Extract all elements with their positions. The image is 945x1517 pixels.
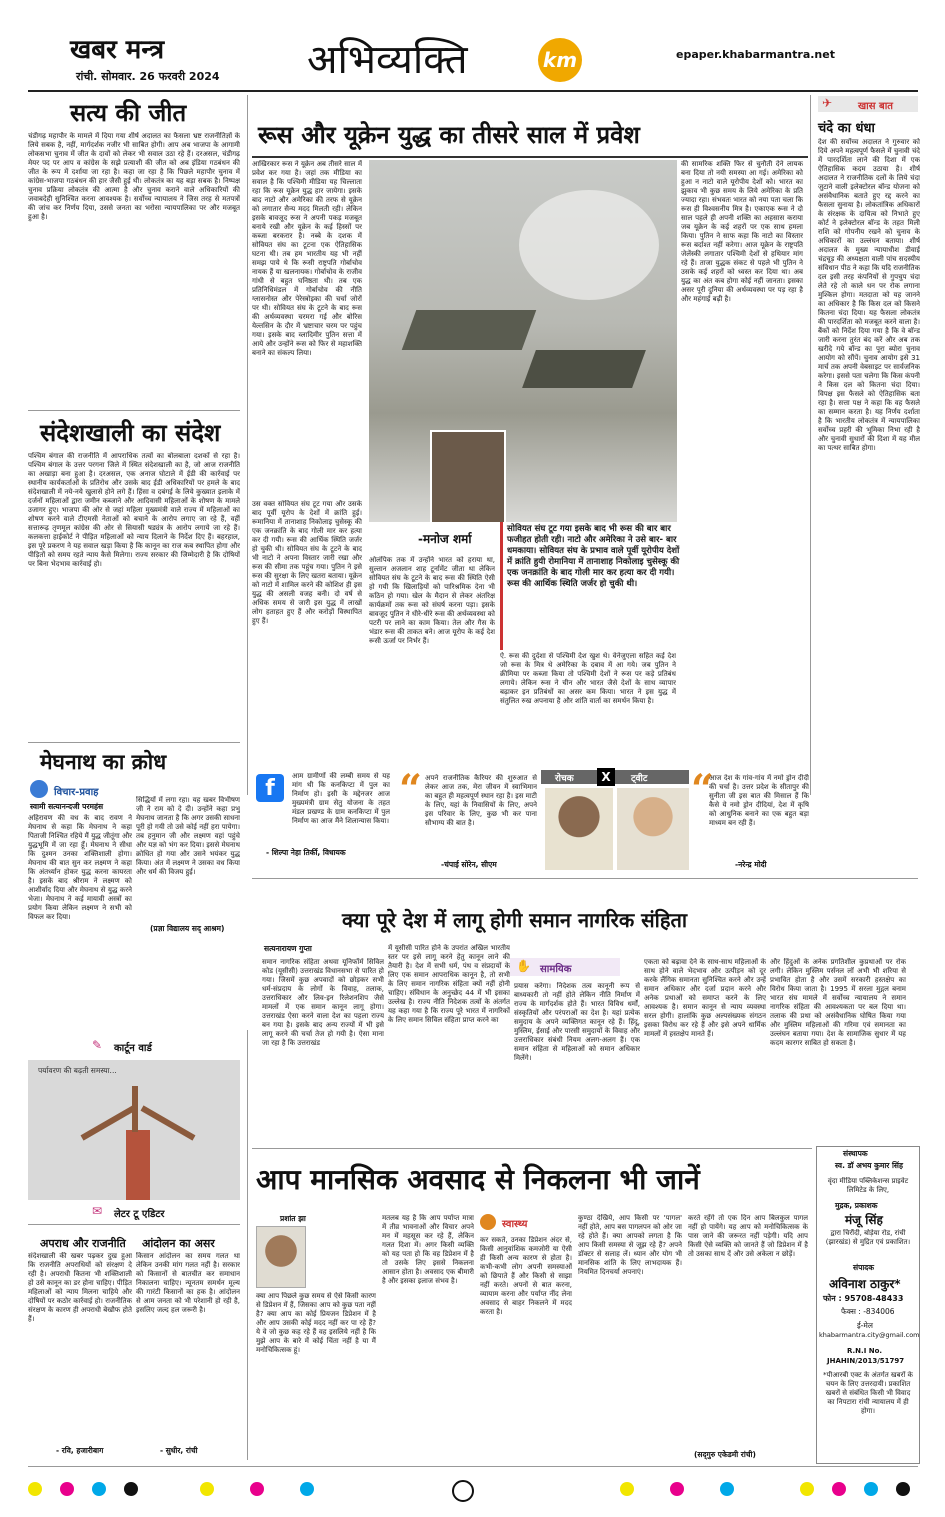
tweet-tag xyxy=(615,770,689,784)
samayik-tag xyxy=(510,958,620,976)
quote-mark-right: “ xyxy=(691,766,715,813)
registration-target xyxy=(452,1480,474,1502)
khas-baat-tag xyxy=(818,96,918,112)
quote-mark-left: “ xyxy=(399,766,423,813)
editorial1-body: चंडीगढ़ महापौर के मामले में दिया गया शीर्ष अदालत का फैसला भ्रष्ट राजनीतिज्ञों के लिये सबक है, नहीं, मार्गदर्शक नजीर भी साबित होगी। आप अब भाजपा के आगामी लोकसभा चुनाव में जीत के दावों को लेकर भी सवाल उठा रहे हैं। दरअसल, चंडीगढ़ मेयर पद पर आप व कांग्रेस के सझे प्रत्याशी की जीत को अब इंडिया गठबंधन की जीत के रूप में दर्शाया जा रहा है। कहा जा रहा है कि पिछले महापौर चुनाव में कांग्रेस-भाजपा गठबंधन की हार जैसी हुई थी। लोकतंत्र का यह बड़ा सबक है। निष्पक्ष चुनाव प्रक्रिया लोकतंत्र की आत्मा है और चुनाव कराने वाले अधिकारियों की जवाबदेही सुनिश्चित करना आवश्यक है। सर्वोच्च न्यायालय ने जिस तरह से मतपत्रों की जांच कर निर्णय दिया, उससे जनता का भरोसा न्यायपालिका पर और मजबूत हुआ है। xyxy=(28,132,240,221)
globe-icon xyxy=(30,780,48,798)
imprint-editor: अविनाश ठाकुर* xyxy=(829,1277,901,1291)
pullquote-box xyxy=(500,522,691,650)
ucc-author: सत्यनारायण गुप्ता xyxy=(264,944,312,953)
letters-tag xyxy=(92,1204,232,1222)
health-icon xyxy=(480,1214,496,1230)
lead-col3: ओलंपिक तक में उन्होंने भारत को हराया था, सुल्तान अजलान शाह टूर्नामेंट जीता था लेकिन सोवियत संघ के टूटने के बाद रूस की स्थिति ऐसी हो गयी कि खिलाड़ियों को पारिश्रमिक देना भी कठिन हो गया। खेल के मैदान से लेकर अंतरिक्ष कार्यक्रमों तक रूस को संघर्ष करना पड़ा। इसके बावजूद पुतिन ने धीरे-धीरे रूस की अर्थव्यवस्था को पटरी पर लाने का काम किया। तेल और गैस के भंडार रूस की ताकत बने। आज यूरोप के कई देश रूसी ऊर्जा पर निर्भर हैं। xyxy=(369,556,495,645)
imprint-email-label: ई-मेल xyxy=(857,1321,873,1330)
cartoon-icon: ✎ xyxy=(92,1038,103,1052)
lead-col4: ऐ. रूस की दुर्दशा से पश्चिमी देश खुश थे। वेनेजुएला सहित कई देश जो रूस के मित्र थे अमेरिका के दबाव में आ गये। जब पुतिन ने क्रीमिया पर कब्जा किया तो पश्चिमी देशों ने रूस पर कड़े प्रतिबंध लगाये। लेकिन रूस ने चीन और भारत जैसे देशों के साथ व्यापार बढ़ाकर इन प्रतिबंधों का असर कम किया। भारत ने इस युद्ध में संतुलित रुख अपनाया है और शांति वार्ता का समर्थन किया है। xyxy=(500,652,676,705)
reg-dot-cyan-2 xyxy=(300,1482,314,1496)
reg-dot-cyan-1 xyxy=(92,1482,106,1496)
meghnath-title: मेघनाथ का क्रोध xyxy=(40,749,167,774)
quote-right-attr: -नरेन्द्र मोदी xyxy=(735,860,767,869)
letter2-title: आंदोलन का असर xyxy=(142,1237,215,1250)
imprint-founder: स्व. डॉ अभय कुमार सिंह xyxy=(835,1161,903,1170)
reg-dot-yellow-1 xyxy=(28,1482,42,1496)
rocket-launcher-2 xyxy=(522,350,646,388)
editorial1-title: सत्य की जीत xyxy=(70,98,187,127)
letter1-title: अपराध और राजनीति xyxy=(40,1237,126,1250)
letter-icon: ✉ xyxy=(92,1204,103,1218)
social-band xyxy=(395,766,810,872)
reg-dot-yellow-4 xyxy=(800,1482,814,1496)
depression-source: (सद्‌गुरु एकेडमी रांची) xyxy=(694,1450,756,1459)
imprint-publisher: मंजू सिंह xyxy=(845,1213,883,1227)
imprint-publisher-label: मुद्रक, प्रकाशक xyxy=(835,1201,878,1210)
cartoon-tree-trunk xyxy=(126,1130,150,1200)
cartoon-caption: पर्यावरण की बढ़ती समस्या... xyxy=(38,1066,117,1075)
cartoon-branch-top xyxy=(132,1086,138,1132)
depression-col2: मतलब यह है कि आप पर्याप्त मात्रा में तीव्र भावनाओं और विचार अपने मन में महसूस कर रहे हैं, लेकिन गलत दिशा में। अगर किसी व्यक्ति को यह पता हो कि वह डिप्रेशन में है तो उसके लिए इससे निकलना आसान होता है। अवसाद एक बीमारी है और इसका इलाज संभव है। xyxy=(382,1214,474,1285)
ucc-col3: प्रयास करेगा। निदेशक तत्व कानूनी रूप से बाध्यकारी तो नहीं होते लेकिन नीति निर्माण में राज्य के मार्गदर्शक होते हैं। भारत विविध धर्मों, संस्कृतियों और परंपराओं का देश है। यहां प्रत्येक समुदाय के अपने व्यक्तिगत कानून रहे हैं। हिंदू, मुस्लिम, ईसाई और पारसी समुदायों के विवाह और उत्तराधिकार संबंधी नियम अलग-अलग हैं। एक समान संहिता से महिलाओं को समान अधिकार मिलेंगे। xyxy=(514,982,640,1062)
cartoon-tag xyxy=(92,1038,212,1056)
footer-rule xyxy=(28,1466,918,1467)
brand-title: खबर मन्त्र xyxy=(70,35,165,65)
ucc-col4: एकता को बढ़ावा देने के साथ-साथ महिलाओं के साथ होने वाले भेदभाव और उत्पीड़न को दूर करके लैंगिक समानता सुनिश्चित करने और उन्हें समान अधिकार और दर्जा प्रदान करने और अनेक प्रथाओं को समाप्त करने के लिए आवश्यक है। समान कानून से न्याय व्यवस्था सरल होगी। हालांकि कुछ अल्पसंख्यक संगठन इसका विरोध कर रहे हैं और इसे अपने धार्मिक मामलों में हस्तक्षेप मानते हैं। xyxy=(644,958,766,1038)
imprint-email[interactable]: khabarmantra.city@gmail.com xyxy=(819,1331,920,1339)
letter2-attr: - सुधीर, रांची xyxy=(160,1446,198,1455)
reg-dot-magenta-3 xyxy=(670,1482,684,1496)
reg-dot-black-4 xyxy=(896,1482,910,1496)
pullquote: सोवियत संघ टूट गया इसके बाद भी रूस की बार बार फजीहत होती रही। नाटो और अमेरिका ने उसे बार- बार धमकाया। सोवियत संघ के प्रभाव वाले पूर्वी यूरोपीय देशों में क्रांति हुयी रोमानिया में तानाशाह निकोलाइ चुसेस्कू की एक जनक्रांति के बाद गोली मार कर हत्या कर दी गयी। रूस की आर्थिक स्थिति जर्जर हो चुकी थी। xyxy=(507,524,680,589)
letter1-attr: - रवि, हजारीबाग xyxy=(56,1446,104,1455)
lead-col1: आखिरकार रूस ने यूक्रेन अब तीसरे साल में प्रवेश कर गया है। जहां तक मीडिया का सवाल है कि पश्चिमी मीडिया यह चिल्लाता रहा कि रूस यूक्रेन युद्ध हार जायेगा। इसके बाद नाटो और अमेरिका की तरफ से यूक्रेन को लगातार सैन्य मदद मिलती रही। लेकिन इसके बावजूद रूस ने अपनी पकड़ मजबूत बनाये रखी और यूक्रेन के कई हिस्सों पर कब्जा बरकरार है। नब्बे के दशक में सोवियत संघ का टूटना एक ऐतिहासिक घटना थी। तब हम भारतीय यह भी नहीं समझ पाये थे कि रूसी राष्ट्रपति गोर्बाचोव नायक हैं या खलनायक। गोर्बाचोव के राजीव गांधी से बहुत घनिष्ठता थी। तब एक प्रतिनिधिमंडल में गोर्बाचोव की नीति ग्लासनोस्त और पेरेस्त्रोइका की चर्चा जोरों पर थी। सोवियत संघ के टूटने के बाद रूस की अर्थव्यवस्था चरमरा गई और बोरिस येल्तसिन के दौर में भ्रष्टाचार चरम पर पहुंच गया। इसके बाद व्लादिमीर पुतिन सत्ता में आये और उन्होंने रूस को फिर से महाशक्ति बनाने का संकल्प लिया। xyxy=(252,160,362,357)
depression-col4: कुण्ठा देखिये, आप किसी पर 'पागल' नहीं होते, आप बस पागलपन को ओर जा रहे होते हैं। क्या आपको लगता है कि आप किसी समस्या से जूझ रहे हैं? अपने डॉक्टर से सलाह लें। ध्यान और योग भी मानसिक शांति के लिए लाभदायक हैं। नियमित दिनचर्या अपनाएं। xyxy=(578,1214,682,1276)
tweet-label: ट्वीट xyxy=(631,774,648,784)
rocket-launcher xyxy=(402,310,537,350)
reg-dot-black-1 xyxy=(124,1482,138,1496)
lead-col2: उस वक्त सोवियत संघ टूट गया और उसके बाद पूर्वी यूरोप के देशों में क्रांति हुई। रूमानिया में तानाशाह निकोलाइ चुसेस्कू की एक जनक्रांति के बाद गोली मार कर हत्या कर दी गयी। रूस की आर्थिक स्थिति जर्जर हो चुकी थी। सोवियत संघ के टूटने के बाद भी नाटो ने अपना विस्तार जारी रखा और रूस की सीमा तक पहुंच गया। पुतिन ने इसे रूस की सुरक्षा के लिए खतरा बताया। यूक्रेन को नाटो में शामिल करने की कोशिश ही इस युद्ध की असली वजह बनी। दो वर्ष से अधिक समय से जारी इस युद्ध में लाखों लोग हताहत हुए हैं और करोड़ों विस्थापित हुए हैं। xyxy=(252,500,362,625)
reg-dot-cyan-4 xyxy=(864,1482,878,1496)
author-photo xyxy=(430,430,506,524)
vichar-tag xyxy=(30,782,130,798)
ucc-col2: में यूसीसी पारित होने के उपरांत अखिल भारतीय स्तर पर इसे लागू करने हेतु कानून लाने की तैयारी है। देश में सभी धर्म, पंथ व संप्रदायों के लिए एक समान आपराधिक कानून है, तो सभी के लिए समान नागरिक संहिता क्यों नहीं होनी चाहिए। संविधान के अनुच्छेद 44 में भी इसका उल्लेख है। राज्य नीति निदेशक तत्वों के अंतर्गत यह कहा गया है कि राज्य पूरे भारत में नागरिकों के लिए समान सिविल संहिता प्राप्त करने का xyxy=(388,944,510,1024)
imprint-editor-label: संपादक xyxy=(853,1263,875,1272)
x-icon: X xyxy=(597,768,615,786)
depression-author: प्रशांत झा xyxy=(280,1214,306,1223)
samayik-label: सामयिक xyxy=(540,964,572,975)
rochak-label: रोचक xyxy=(555,774,574,784)
imprint-phone: फोन : 95708-48433 xyxy=(823,1294,904,1303)
facebook-text: आम ग्रामीणों की लम्बी समय से यह मांग थी कि कनकिप्टा में पुल का निर्माण हो। इसी के मद्देनजर आज मुख्यमंत्री ग्राम सेतु योजना के तहत मंडल प्रखण्ड के ग्राम कनकिप्टा में पुल निर्माण का आज मैंने शिलान्यास किया। xyxy=(292,772,390,825)
cm-photo xyxy=(545,788,613,870)
site-url[interactable]: epaper.khabarmantra.net xyxy=(676,48,835,61)
imprint-founder-label: संस्थापक xyxy=(843,1149,868,1158)
quote-right: आज देश के गांव-गांव में नमो ड्रोन दीदी की चर्चा है। उत्तर प्रदेश के सीतापुर की सुनीता जी इस बात की मिसाल हैं कि कैसे ये नमो ड्रोन दीदियां, देश में कृषि को आधुनिक बनाने का एक बहुत बड़ा माध्यम बन रही हैं। xyxy=(709,774,809,827)
depression-col5: करते रहेंगे तो एक दिन आप बिलकुल पागल नहीं हो पायेंगे। यह आप को मनोचिकित्सक के पास जाने की जरूरत नहीं पड़ेगी। यदि आप किसी ऐसे व्यक्ति को जानते हैं जो डिप्रेशन में है तो उसका साथ दें और उसे अकेला न छोड़ें। xyxy=(688,1214,808,1258)
masthead-rule xyxy=(28,90,918,92)
meghnath-source: (प्रज्ञा विद्यालय सद्‌ आश्रम) xyxy=(150,924,225,933)
swasthya-tag xyxy=(480,1214,576,1232)
meghnath-col1: अहिरावण की वध के बाद रावण ने मेघनाथ से कहा कि मेघनाथ ने कहा पिताजी निश्चित रहिये मैं युद्ध जीतूंगा और युद्धभूमि में जा रहा हूँ। मेघनाथ ने सीधा कि दुश्मन उनका शक्तिशाली होगा। मेघनाथ की बात सुन कर लक्ष्मण ने कहा कि अंतर्ध्यान होकर युद्ध करना कायरता है। इसके बाद श्रीराम ने लक्ष्मण को आशीर्वाद दिया और मेघनाथ से युद्ध करने भेजा। मेघनाथ ने कई मायावी अस्त्रों का प्रयोग किया लेकिन लक्ष्मण ने सभी को विफल कर दिया। xyxy=(28,814,132,921)
meghnath-author: स्वामी सत्यानन्दजी परमहंस xyxy=(30,802,104,811)
ucc-headline: क्या पूरे देश में लागू होगी समान नागरिक संहिता xyxy=(342,908,688,932)
imprint-press: वृंदा मीडिया पब्लिकेशन्स प्राइवेट लिमिटेड के लिए, xyxy=(827,1177,909,1194)
swasthya-label: स्वास्थ्य xyxy=(502,1219,528,1230)
depression-col1: क्या आप पिछले कुछ समय से ऐसे किसी कारण से डिप्रेशन में हैं, जिसका आप को कुछ पता नहीं है? क्या आप का कोई प्रियजन डिप्रेशन में है और आप उसकी कोई मदद नहीं कर पा रहे हैं? ये वे जो कुछ कह रहे हैं वह इसलिये नहीं है कि मुझे आप के बारे में कोई चिंता नहीं है या मैं मनोचिकित्सक हूं। xyxy=(256,1292,376,1354)
cartoon-label: कार्टून वार्ड xyxy=(114,1043,152,1054)
letter2-body: किसान आंदोलन का समय गलत था लेकिन उनकी मांग गलत नहीं है। सरकार को किसानों से बातचीत कर समाधान निकालना चाहिए। न्यूनतम समर्थन मूल्य की गारंटी किसानों का हक है। आंदोलन से आम जनता को भी परेशानी हो रही है, इसलिए जल्द हल जरूरी है। xyxy=(136,1252,240,1314)
editorial2-title: संदेशखाली का संदेश xyxy=(40,418,221,447)
vichar-label: विचार-प्रवाह xyxy=(54,787,99,798)
reg-dot-yellow-3 xyxy=(620,1482,634,1496)
imprint-fax: फैक्स : -834006 xyxy=(841,1307,895,1316)
ucc-col5: और हिंदुओं के अनेक प्रगतिशील कुप्रथाओं पर रोक लगी। लेकिन मुस्लिम पर्सनल लॉ अभी भी शरिया से प्रभावित होता है और उसमें सरकारी हस्तक्षेप का विरोध किया जाता है। 1995 में सरला मुद्गल बनाम भारत संघ मामले में सर्वोच्च न्यायालय ने समान नागरिक संहिता की आवश्यकता पर बल दिया था। तलाक की प्रथा को असंवैधानिक घोषित किया गया और मुस्लिम महिलाओं की गरिमा एवं समानता का उल्लंघन बताया गया। देश के सामाजिक सुधार में यह कदम कारगर साबित हो सकता है। xyxy=(770,958,906,1047)
reg-dot-yellow-2 xyxy=(200,1482,214,1496)
lead-headline-bar xyxy=(252,112,808,158)
quote-left: अपने राजनीतिक कैरियर की शुरुआत से लेकर आज तक, मेरा जीवन में स्वाभिमान का बहुत ही महत्वपूर्ण स्थान रहा है। इस माटी के लिए, यहां के निवासियों के लिए, अपने इस परिवार के लिए, कुछ भी कर पाना सौभाग्य की बात है। xyxy=(425,774,537,827)
imprint-box xyxy=(816,1146,920,1464)
cartoon-image xyxy=(28,1060,240,1200)
lead-col5: की सामरिक शक्ति फिर से चुनौती देने लायक बना दिया तो नयी समस्या आ गई। अमेरिका को हुआ न नाटो वाले यूरोपीय देशों को। भारत का झुकाव भी कुछ समय के लिये अमेरिका के प्रति ज्यादा रहा। संभवतः भारत को नया पता चला कि रूस ही विश्वसनीय मित्र है। एकाएक रूस ने दो साल पहले ही अपनी शक्ति का अहसास कराया जब यूक्रेन के कई शहरों पर एक साथ हमला किया। पुतिन ने साफ कहा कि नाटो का विस्तार रूस बर्दाश्त नहीं करेगा। आज यूक्रेन के राष्ट्रपति जेलेंस्की लगातार पश्चिमी देशों से हथियार मांग रहे हैं। ताजा युद्धक संकट से पहले भी पुतिन ने उसके कई शहरों को ध्वस्त कर दिया था। अब युद्ध का अंत कब होगा कोई नहीं जानता। इसका असर पूरी दुनिया की अर्थव्यवस्था पर पड़ रहा है और महंगाई बढ़ी है। xyxy=(681,160,803,303)
logo xyxy=(538,38,582,82)
imprint-rni-label: R.N.I No. xyxy=(847,1347,883,1355)
depression-headline: आप मानसिक अवसाद से निकलना भी जानें xyxy=(256,1163,700,1196)
khas-baat-title: चंदे का धंधा xyxy=(818,121,875,136)
reg-dot-cyan-3 xyxy=(720,1482,734,1496)
smoke xyxy=(519,190,659,300)
logo-letters: km xyxy=(542,48,578,72)
letters-label: लेटर टू एडिटर xyxy=(114,1209,165,1220)
depression-col3: कर सकते, उनका डिप्रेशन अंदर से, किसी आनुवांशिक कमजोरी या ऐसी ही किसी अन्य कारण से होता है। कभी-कभी लोग अपनी समस्याओं को छिपाते हैं और किसी से साझा नहीं करते। अपनों से बात करना, व्यायाम करना और पर्याप्त नींद लेना अवसाद से बाहर निकलने में मदद करता है। xyxy=(480,1236,572,1316)
imprint-printed-at: द्वारा चिरौंदी, बोड़ेया रोड, रांची (झारखंड) से मुद्रित एवं प्रकाशित। xyxy=(825,1229,911,1246)
letter1-body: संदेशखाली की खबर पढ़कर दुख हुआ कि राजनीति अपराधियों को संरक्षण दे रही है। अपराधी कितना भी शक्तिशाली हो उसे कानून का डर होना चाहिए। पीड़ित महिलाओं को न्याय मिलना चाहिये और दोषियों पर कठोर कार्रवाई हो। राजनीतिक संरक्षण के कारण ही अपराधी बेखौफ होते हैं। xyxy=(28,1252,132,1323)
facebook-post xyxy=(252,770,390,866)
pm-photo xyxy=(617,788,689,870)
war-photo xyxy=(369,160,677,522)
lead-headline: रूस और यूक्रेन युद्ध का तीसरे साल में प्रवेश xyxy=(258,120,640,149)
reg-dot-magenta-4 xyxy=(832,1482,846,1496)
khas-baat-body: देश की सर्वोच्च अदालत ने गुरुवार को दिये अपने महत्वपूर्ण फैसले में चुनावी चंदे में पारदर्शिता लाने की दिशा में एक ऐतिहासिक कदम उठाया है। शीर्ष अदालत ने राजनीतिक दलों के लिये चंदा जुटाने वाली इलेक्टोरल बॉन्ड योजना को असंवैधानिक बताते हुए रद्द करने का फैसला सुनाया है। लोकतांत्रिक अधिकारों के संरक्षक के दायित्व को निभाते हुए कोर्ट ने इलेक्टोरल बॉन्ड के तहत मिली राशि को गोपनीय रखने को चुनाव के अधिकारों का उल्लंघन बताया। शीर्ष अदालत के मुख्य न्यायाधीश डीवाई चंद्रचूड़ की अध्यक्षता वाली पांच सदस्यीय संविधान पीठ ने कहा कि यदि राजनीतिक दल इसी तरह कंपनियों से गुपचुप चंदा लेते रहे तो काले धन पर रोक लगाना मुश्किल होगा। मतदाता को यह जानने का अधिकार है कि किस दल को किसने कितना चंदा दिया। यह फैसला लोकतंत्र की पारदर्शिता को मजबूत करने वाला है। बैंकों को निर्देश दिया गया है कि वे बॉन्ड जारी करना तुरंत बंद करें और अब तक खरीदे गये बॉन्ड का पूरा ब्योरा चुनाव आयोग को सौंपें। चुनाव आयोग इसे 31 मार्च तक अपनी वेबसाइट पर सार्वजनिक करेगा। इससे पता चलेगा कि किस कंपनी ने किस दल को कितना चंदा दिया। विपक्ष इस फैसले को ऐतिहासिक बता रहा है। सत्ता पक्ष ने कहा कि वह फैसले का सम्मान करता है। यह निर्णय दर्शाता है कि भारतीय लोकतंत्र में न्यायपालिका सर्वोच्च प्रहरी की भूमिका निभा रही है और चुनावी सुधारों की दिशा में यह मील का पत्थर साबित होगा। xyxy=(818,138,920,452)
lead-byline: -मनोज शर्मा xyxy=(418,532,472,546)
khas-baat-label: खास बात xyxy=(858,101,894,112)
samayik-icon: ✋ xyxy=(516,959,531,973)
imprint-note: *पीआरबी एक्ट के अंतर्गत खबरों के चयन के लिए उत्तरदायी। प्रकाशित खबरों से संबंधित किसी भी विवाद का निपटारा रांची न्यायालय में ही होगा। xyxy=(823,1371,913,1415)
section-title: अभिव्यक्ति xyxy=(307,37,468,83)
quote-left-attr: -चंपाई सोरेन, सीएम xyxy=(441,860,497,869)
meghnath-col2: सिद्धियों में लगा रहा। यह खबर विभीषण जी ने राम को दे दी। उन्होंने कहा प्रभु मेघनाथ जानता है कि अगर उसकी साधना पूरी हो गयी तो उसे कोई नहीं हरा पायेगा। तब हनुमान जी और लक्ष्मण वहां पहुंचे और यज्ञ को भंग कर दिया। इससे मेघनाथ क्रोधित हो गया और उसने भयंकर युद्ध किया। अंत में लक्ष्मण ने उसका वध किया और धर्म की विजय हुई। xyxy=(136,796,240,876)
dateline: रांची. सोमवार. 26 फरवरी 2024 xyxy=(76,70,220,83)
ucc-col1: समान नागरिक संहिता अथवा यूनिफॉर्म सिविल कोड (यूसीसी) उत्तराखंड विधानसभा से पारित हो गया। जिसमें कुछ अपवादों को छोड़कर सभी धर्म-संप्रदाय के लोगों के विवाह, तलाक, उत्तराधिकार और लिव-इन रिलेशनशिप जैसे मामलों में एक समान कानून लागू होगा। उत्तराखंड ऐसा करने वाला देश का पहला राज्य बन गया है। इसके बाद अन्य राज्यों में भी इसे लागू करने की चर्चा तेज हो गयी है। ऐसा माना जा रहा है कि उत्तराखंड xyxy=(262,958,384,1047)
editorial2-body: पश्चिम बंगाल की राजनीति में आपराधिक तत्वों का बोलबाला दशकों से रहा है। पश्चिम बंगाल के उत्तर परगना जिले में स्थित संदेशखाली का है, जो आज राजनीति का अखाड़ा बना हुआ है। दरअसल, एक अनाज घोटाले में ईडी की कार्रवाई पर स्थानीय कार्यकर्ताओं के प्रतिरोध और उसके बाद ईडी अधिकारियों पर हमले के बाद संदेशखाली में नये-नये खुलासे होने लगे हैं। हिंसा व दबंगई के लिये कुख्यात इलाके में दर्जनों महिलाओं द्वारा जमीन कब्जाने और आदिवासी महिलाओं के शोषण के मामले उजागर हुए। भाजपा की ओर से जहां महिला मुख्यमंत्री वाले राज्य में महिलाओं का शोषण करने वाले टीएमसी नेताओं को बचाने के आरोप लगाए जा रहे हैं, वहीं सत्तारूढ़ तृणमूल कांग्रेस की ओर से सियासी षड्यंत्र के आरोप लगाये जा रहे हैं। कलकत्ता हाईकोर्ट ने पीड़ित महिलाओं को न्याय दिलाने के निर्देश दिए हैं। बहरहाल, इस पूरे प्रकरण ने यह सवाल खड़ा किया है कि कानून का राज कब स्थापित होगा और पीड़ितों को समय रहते न्याय कैसे मिलेगा। राज्य सरकार की जिम्मेदारी है कि दोषियों पर बिना भेदभाव कार्रवाई हो। xyxy=(28,452,240,568)
plane-icon: ✈ xyxy=(822,96,833,110)
reg-dot-magenta-1 xyxy=(60,1482,74,1496)
facebook-icon: f xyxy=(256,774,284,802)
reg-dot-magenta-2 xyxy=(250,1482,264,1496)
imprint-rni: JHAHIN/2013/51797 xyxy=(827,1357,905,1365)
facebook-attr: - शिल्पा नेहा तिर्की, विधायक xyxy=(266,848,346,857)
depression-author-photo xyxy=(256,1226,306,1288)
